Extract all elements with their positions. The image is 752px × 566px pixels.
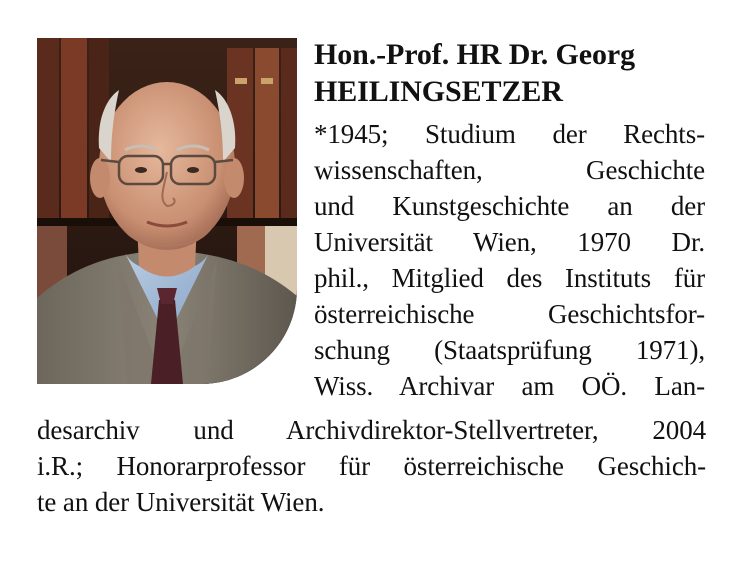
bio-line: und Kunstgeschichte an der xyxy=(314,191,705,221)
bio-line: Universität Wien, 1970 Dr. xyxy=(314,227,705,257)
person-name xyxy=(314,36,714,110)
bio-line: te an der Universität Wien. xyxy=(37,487,325,517)
bio-line: *1945; Studium der Rechts- xyxy=(314,119,705,149)
portrait-illustration xyxy=(37,38,297,384)
bio-line: desarchiv und Archivdirektor-Stellvertreter, 2004 xyxy=(37,415,706,445)
portrait-photo xyxy=(37,38,297,384)
bio-line: phil., Mitglied des Instituts für xyxy=(314,263,705,293)
bio-line: i.R.; Honorarprofessor für österreichische Geschich- xyxy=(37,451,706,481)
name-line-2: HEILINGSETZER xyxy=(314,75,563,108)
bio-line: österreichische Geschichtsfor- xyxy=(314,299,705,329)
bio-line: schung (Staatsprüfung 1971), xyxy=(314,335,705,365)
name-line-1: Hon.-Prof. HR Dr. Georg xyxy=(314,38,635,71)
bio-line: Wiss. Archivar am OÖ. Lan- xyxy=(314,371,705,401)
bio-line: wissenschaften, Geschichte xyxy=(314,155,705,185)
